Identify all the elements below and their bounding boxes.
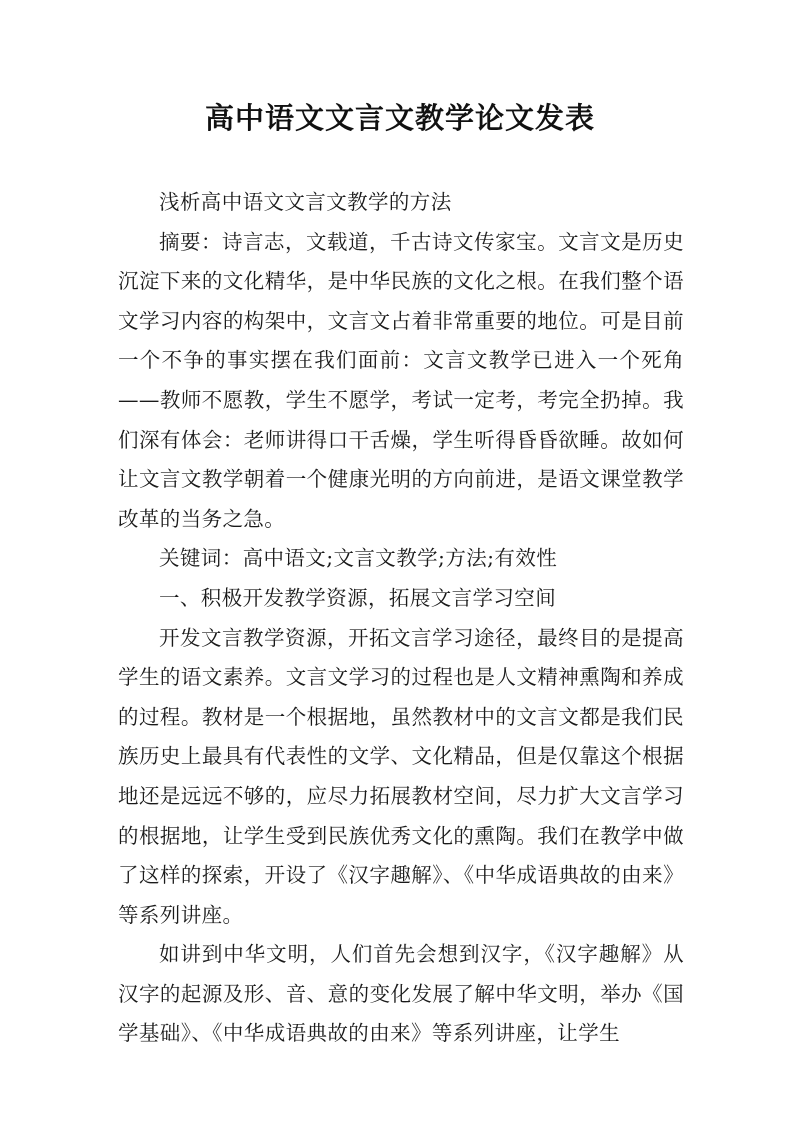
abstract-paragraph: 摘要：诗言志，文载道，千古诗文传家宝。文言文是历史沉淀下来的文化精华，是中华民族的文化之根。在我们整个语文学习内容的构架中，文言文占着非常重要的地位。可是目前一个不争的事实摆在我们面前：文言文教学已进入一个死角——教师不愿教，学生不愿学，考试一定考，考完全扔掉。我们深有体会：老师讲得口干舌燥，学生听得昏昏欲睡。故如何让文言文教学朝着一个健康光明的方向前进，是语文课堂教学改革的当务之急。 xyxy=(118,229,684,531)
keywords-paragraph: 关键词：高中语文;文言文教学;方法;有效性 xyxy=(159,546,558,571)
body-paragraph: 开发文言教学资源，开拓文言学习途径，最终目的是提高学生的语文素养。文言文学习的过程也是人文精神熏陶和养成的过程。教材是一个根据地，虽然教材中的文言文都是我们民族历史上最具有代表性的文学、文化精品，但是仅靠这个根据地还是远远不够的，应尽力拓展教材空间，尽力扩大文言学习的根据地，让学生受到民族优秀文化的熏陶。我们在教学中做了这样的探索，开设了《汉字趣解》、《中华成语典故的由来》等系列讲座。 xyxy=(118,625,684,927)
document-title: 高中语文文言文教学论文发表 xyxy=(204,101,595,135)
document-body xyxy=(118,183,684,1054)
subtitle-paragraph: 浅析高中语文文言文教学的方法 xyxy=(159,190,452,214)
section-heading: 一、积极开发教学资源，拓展文言学习空间 xyxy=(159,585,557,610)
body-paragraph: 如讲到中华文明，人们首先会想到汉字，《汉字趣解》从汉字的起源及形、音、意的变化发展了解中华文明，举办《国学基础》、《中华成语典故的由来》等系列讲座，让学生 xyxy=(118,942,684,1046)
